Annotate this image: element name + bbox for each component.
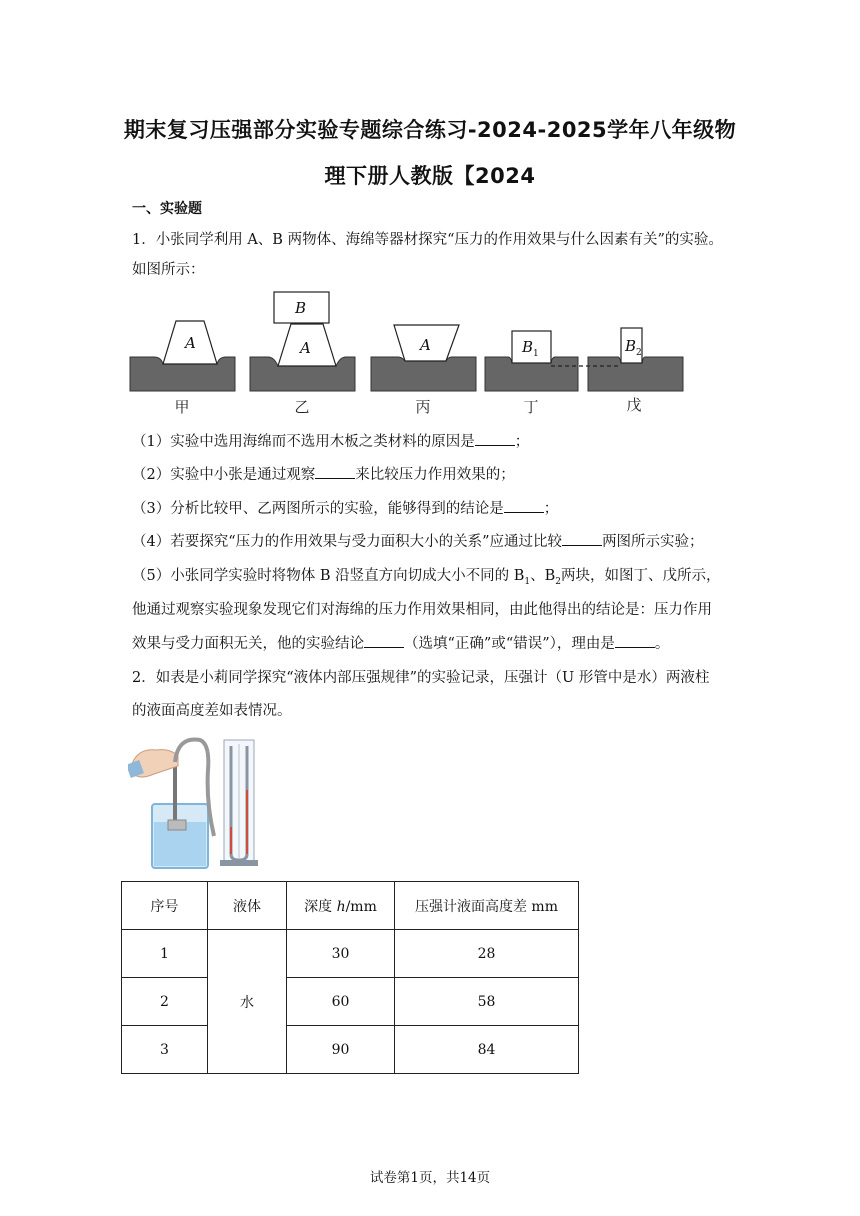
cell-diff: 84	[395, 1026, 579, 1074]
answer-blank	[562, 533, 602, 546]
section-heading: 一、实验题	[132, 201, 202, 217]
cell-diff: 28	[395, 930, 579, 978]
sponge-experiment-figure	[128, 284, 688, 419]
cell-index: 3	[122, 1026, 208, 1074]
cell-depth: 30	[287, 930, 395, 978]
doc-title-line1: 期末复习压强部分实验专题综合练习-2024-2025学年八年级物	[123, 118, 737, 142]
q1-sub5-line3: 效果与受力面积无关，他的实验结论 （选填“正确”或“错误”），理由是 。	[132, 636, 670, 652]
label-a-yi: A	[300, 339, 311, 357]
caption-yi: 乙	[294, 398, 310, 416]
table-header-row	[122, 882, 579, 930]
doc-title-line2: 理下册人教版【2024	[324, 164, 536, 188]
caption-jia: 甲	[174, 398, 190, 416]
q1-sub5-line2: 他通过观察实验现象发现它们对海绵的压力作用效果相同，由此他得出的结论是：压力作用	[132, 602, 712, 618]
table-row	[122, 930, 579, 978]
label-b-yi: B	[295, 299, 307, 317]
header-height-diff: 压强计液面高度差 mm	[395, 882, 579, 930]
experiment-data-table	[121, 881, 579, 1074]
label-b2: $B_2$	[625, 337, 642, 358]
cell-depth: 90	[287, 1026, 395, 1074]
cell-diff: 58	[395, 978, 579, 1026]
page-footer: 试卷第1页，共14页	[369, 1170, 491, 1186]
cell-liquid: 水	[208, 930, 287, 1074]
q1-intro-line2: 如图所示：	[132, 262, 205, 278]
q1-sub5-line1: （5）小张同学实验时将物体 B 沿竖直方向切成大小不同的 $B_1$、$B_2$两块，如图丁、戊所示，	[132, 568, 721, 587]
label-a-bing: A	[420, 336, 431, 354]
q1-intro-line1: 1．小张同学利用 A、B 两物体、海绵等器材探究“压力的作用效果与什么因素有关”的实验。	[132, 232, 723, 248]
q1-sub3: （3）分析比较甲、乙两图所示的实验，能够得到的结论是 ；	[132, 501, 559, 517]
label-b1: $B_1$	[522, 338, 539, 359]
cell-depth: 60	[287, 978, 395, 1026]
pressure-gauge-figure	[128, 732, 278, 872]
table-row	[122, 1026, 579, 1074]
label-a-jia: A	[185, 334, 196, 352]
caption-ding: 丁	[523, 398, 539, 416]
header-index: 序号	[122, 882, 208, 930]
table-row	[122, 978, 579, 1026]
q2-intro-line1: 2．如表是小莉同学探究“液体内部压强规律”的实验记录，压强计（U 形管中是水）两液柱	[132, 670, 710, 686]
answer-blank	[315, 466, 355, 479]
cell-index: 1	[122, 930, 208, 978]
q1-sub1: （1）实验中选用海绵而不选用木板之类材料的原因是 ；	[132, 434, 530, 450]
probe-head	[168, 820, 186, 830]
cell-index: 2	[122, 978, 208, 1026]
answer-blank	[475, 433, 515, 446]
header-liquid: 液体	[208, 882, 287, 930]
q2-intro-line2: 的液面高度差如表情况。	[132, 703, 292, 719]
answer-blank	[364, 635, 404, 648]
caption-wu: 戊	[626, 396, 642, 414]
header-depth: 深度 h/mm	[287, 882, 395, 930]
caption-bing: 丙	[415, 398, 431, 416]
sponge-bing	[371, 357, 476, 391]
answer-blank	[615, 635, 655, 648]
answer-blank	[504, 500, 544, 513]
q1-sub4: （4）若要探究“压力的作用效果与受力面积大小的关系”应通过比较 两图所示实验；	[132, 534, 704, 550]
q1-sub2: （2）实验中小张是通过观察 来比较压力作用效果的；	[132, 467, 515, 483]
